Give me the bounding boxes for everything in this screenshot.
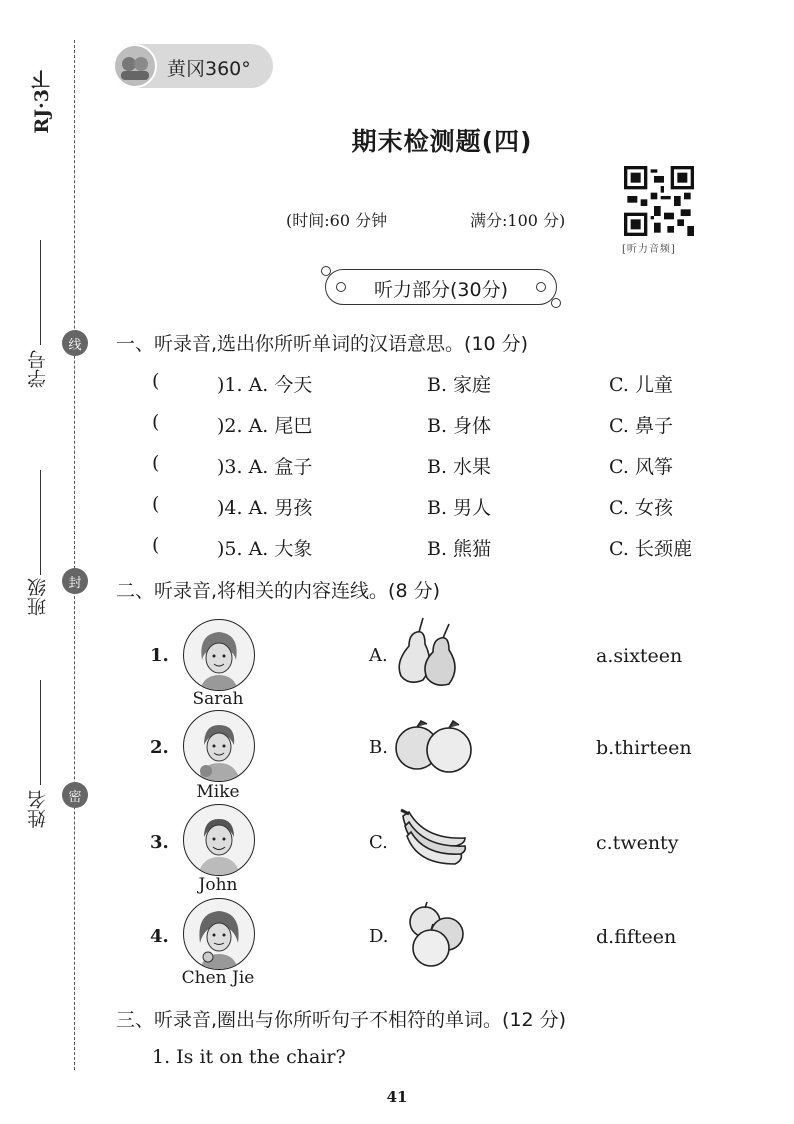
option-b: B. 熊猫 bbox=[427, 538, 492, 560]
listening-banner-label: 听力部分(30分) bbox=[373, 279, 508, 301]
option-a: )4. A. 男孩 bbox=[217, 497, 313, 519]
person-name: John bbox=[198, 875, 238, 895]
section3-heading: 三、听录音,圈出与你所听句子不相符的单词。(12 分) bbox=[116, 1009, 567, 1031]
brand-badge bbox=[113, 44, 273, 88]
number-word: a.sixteen bbox=[596, 645, 683, 667]
option-a: )3. A. 盒子 bbox=[217, 456, 313, 478]
seal-mark-secret: 密 bbox=[62, 782, 88, 808]
listening-banner bbox=[325, 269, 557, 305]
option-c: C. 风筝 bbox=[609, 456, 673, 478]
answer-paren[interactable]: ( bbox=[152, 452, 160, 474]
apples-icon bbox=[395, 900, 475, 970]
answer-paren[interactable]: ( bbox=[152, 411, 160, 433]
seal-mark-line: 线 bbox=[62, 330, 88, 356]
row-number: 3. bbox=[150, 832, 169, 853]
pears-icon bbox=[395, 614, 471, 688]
name-label: 姓名 bbox=[27, 790, 49, 828]
section1-heading: 一、听录音,选出你所听单词的汉语意思。(10 分) bbox=[116, 333, 529, 355]
page-number: 41 bbox=[386, 1088, 408, 1106]
fruit-letter: B. bbox=[369, 737, 388, 758]
person-name: Sarah bbox=[192, 689, 244, 709]
option-b: B. 身体 bbox=[427, 415, 492, 437]
bananas-icon bbox=[395, 806, 471, 866]
option-c: C. 长颈鹿 bbox=[609, 538, 692, 560]
row-number: 4. bbox=[150, 926, 169, 947]
person-name: Mike bbox=[196, 782, 240, 802]
time-info: (时间:60 分钟 bbox=[286, 211, 388, 230]
section3-item: 1. Is it on the chair? bbox=[152, 1046, 346, 1068]
sarah-portrait-icon bbox=[183, 619, 255, 691]
qr-code-icon[interactable] bbox=[624, 166, 694, 236]
fruit-letter: A. bbox=[369, 645, 388, 666]
score-info: 满分:100 分) bbox=[470, 211, 566, 230]
seal-mark-seal: 封 bbox=[62, 568, 88, 594]
option-a: )5. A. 大象 bbox=[217, 538, 313, 560]
option-c: C. 女孩 bbox=[609, 497, 673, 519]
qr-caption: [听力音频] bbox=[622, 244, 676, 255]
number-word: b.thirteen bbox=[596, 737, 692, 759]
answer-paren[interactable]: ( bbox=[152, 370, 160, 392]
option-c: C. 鼻子 bbox=[609, 415, 673, 437]
option-a: )1. A. 今天 bbox=[217, 374, 313, 396]
option-b: B. 男人 bbox=[427, 497, 492, 519]
answer-paren[interactable]: ( bbox=[152, 493, 160, 515]
option-b: B. 家庭 bbox=[427, 374, 492, 396]
brand-logo-icon bbox=[113, 44, 157, 88]
edition-label: RJ·3下 bbox=[31, 70, 53, 134]
oranges-icon bbox=[395, 716, 477, 776]
fruit-letter: C. bbox=[369, 832, 388, 853]
student-id-line bbox=[40, 240, 41, 345]
class-line bbox=[40, 470, 41, 575]
brand-name: 黄冈360° bbox=[167, 58, 251, 80]
class-label: 班级 bbox=[27, 578, 49, 616]
chen-jie-portrait-icon bbox=[183, 898, 255, 970]
option-b: B. 水果 bbox=[427, 456, 492, 478]
page-title: 期末检测题(四) bbox=[351, 127, 533, 156]
number-word: d.fifteen bbox=[596, 926, 677, 948]
row-number: 1. bbox=[150, 645, 169, 666]
john-portrait-icon bbox=[183, 804, 255, 876]
name-line bbox=[40, 680, 41, 785]
fruit-letter: D. bbox=[369, 926, 389, 947]
row-number: 2. bbox=[150, 737, 169, 758]
answer-paren[interactable]: ( bbox=[152, 534, 160, 556]
mike-portrait-icon bbox=[183, 710, 255, 782]
person-name: Chen Jie bbox=[181, 968, 255, 988]
section2-heading: 二、听录音,将相关的内容连线。(8 分) bbox=[116, 580, 440, 602]
option-c: C. 儿童 bbox=[609, 374, 673, 396]
student-id-label: 学号 bbox=[27, 350, 49, 388]
option-a: )2. A. 尾巴 bbox=[217, 415, 313, 437]
cut-line bbox=[74, 40, 75, 1070]
number-word: c.twenty bbox=[596, 832, 679, 854]
